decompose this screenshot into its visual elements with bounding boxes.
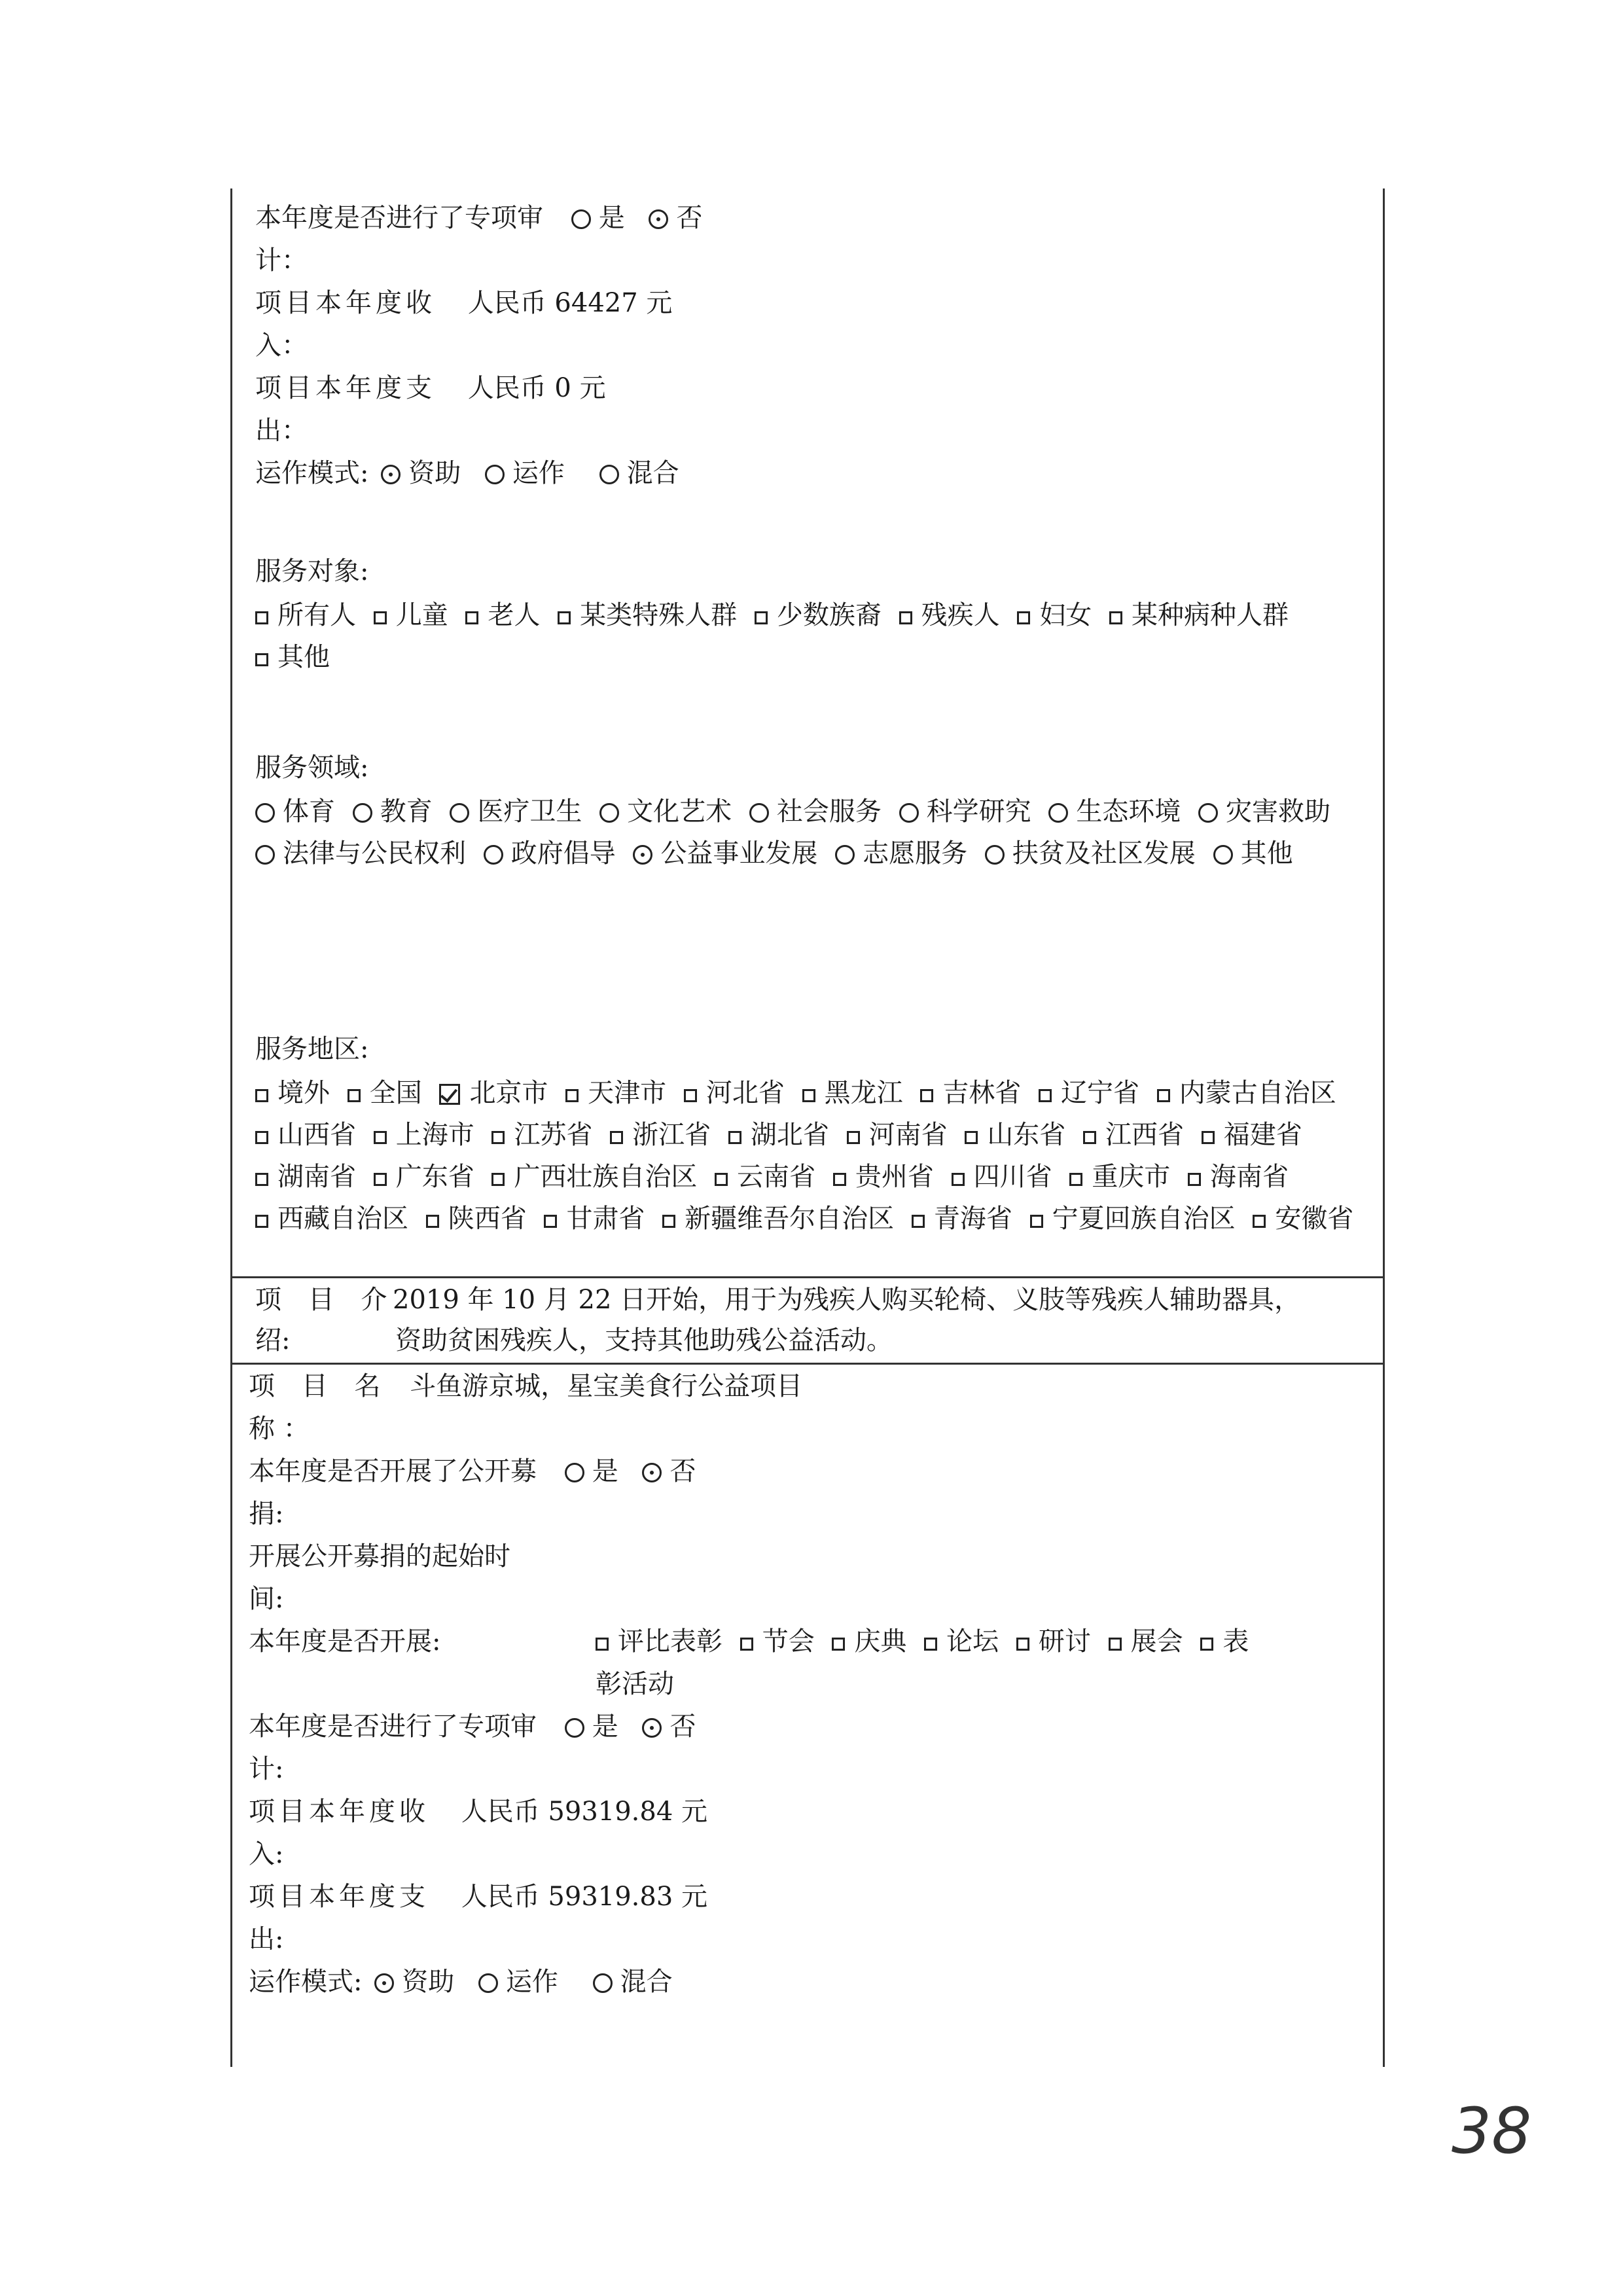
checkbox-icon[interactable] bbox=[912, 1215, 925, 1228]
audit-yes-radio[interactable] bbox=[571, 209, 591, 229]
fields-option[interactable] bbox=[599, 791, 732, 833]
regions-option-label: 河北省 bbox=[705, 1078, 785, 1108]
activities-option-label: 展会 bbox=[1130, 1626, 1183, 1657]
checkbox-icon[interactable] bbox=[1109, 611, 1122, 624]
checkbox-icon[interactable] bbox=[1039, 1089, 1052, 1102]
checkbox-icon[interactable] bbox=[439, 1084, 460, 1105]
expense-label-cont: 出： bbox=[255, 416, 308, 446]
fields-option[interactable] bbox=[1198, 791, 1330, 833]
checkbox-icon[interactable] bbox=[1188, 1173, 1201, 1186]
intro-row-1 bbox=[255, 1282, 396, 1318]
regions-option-label: 宁夏回族自治区 bbox=[1052, 1204, 1236, 1234]
checkbox-icon[interactable] bbox=[924, 1638, 937, 1651]
checkbox-icon[interactable] bbox=[715, 1173, 728, 1186]
p2-fundraise-yes-radio[interactable] bbox=[565, 1463, 584, 1482]
regions-option-label: 山东省 bbox=[987, 1120, 1066, 1150]
regions-option-label: 四川省 bbox=[973, 1162, 1052, 1192]
expense-row bbox=[255, 370, 606, 406]
p2-expense-label-cont: 出: bbox=[249, 1924, 284, 1954]
p2-activities-list bbox=[596, 1623, 1258, 1660]
regions-option-label: 黑龙江 bbox=[824, 1078, 903, 1108]
p2-mode-operate-label: 运作 bbox=[505, 1967, 558, 1997]
targets-option[interactable] bbox=[1109, 594, 1289, 636]
regions-option[interactable] bbox=[833, 1156, 934, 1198]
divider-project2-top bbox=[230, 1363, 1383, 1365]
fields-option-label: 法律与公民权利 bbox=[283, 838, 466, 869]
activities-option[interactable] bbox=[740, 1623, 815, 1660]
audit-label-cont: 计： bbox=[255, 245, 308, 276]
regions-option[interactable] bbox=[374, 1114, 474, 1156]
regions-option[interactable] bbox=[952, 1156, 1052, 1198]
regions-option-label: 湖北省 bbox=[750, 1120, 829, 1150]
regions-option[interactable] bbox=[1030, 1198, 1236, 1240]
regions-option[interactable] bbox=[610, 1114, 711, 1156]
radio-circle-icon[interactable] bbox=[599, 803, 619, 823]
regions-option-label: 全国 bbox=[369, 1078, 422, 1108]
mode-operate-radio[interactable] bbox=[485, 465, 505, 484]
p2-name-value: 斗鱼游京城，星宝美食行公益项目 bbox=[410, 1371, 803, 1401]
checkbox-icon[interactable] bbox=[1016, 1638, 1029, 1651]
regions-option[interactable] bbox=[426, 1198, 527, 1240]
checkbox-icon[interactable] bbox=[899, 611, 912, 624]
fields-option[interactable] bbox=[835, 833, 967, 874]
checkbox-icon[interactable] bbox=[1030, 1215, 1043, 1228]
targets-option-label: 其他 bbox=[277, 642, 330, 672]
checkbox-icon[interactable] bbox=[348, 1089, 361, 1102]
regions-option-label: 云南省 bbox=[737, 1162, 816, 1192]
regions-option-label: 山西省 bbox=[277, 1120, 356, 1150]
p2-start-label-cont: 间: bbox=[249, 1584, 284, 1614]
regions-option[interactable] bbox=[912, 1198, 1012, 1240]
mode-operate-label: 运作 bbox=[512, 458, 565, 488]
checkbox-icon[interactable] bbox=[1069, 1173, 1082, 1186]
activities-option[interactable] bbox=[924, 1623, 999, 1660]
p2-audit-yes-label: 是 bbox=[592, 1712, 618, 1742]
targets-option-label: 残疾人 bbox=[921, 600, 1000, 630]
checkbox-icon[interactable] bbox=[426, 1215, 439, 1228]
regions-option-label: 西藏自治区 bbox=[277, 1204, 408, 1234]
checkbox-icon[interactable] bbox=[847, 1131, 860, 1144]
checkbox-icon[interactable] bbox=[491, 1131, 505, 1144]
p2-mode-label: 运作模式: bbox=[249, 1967, 363, 1997]
p2-expense-label: 项目本年度支 bbox=[249, 1882, 429, 1912]
p2-mode-operate-radio[interactable] bbox=[478, 1973, 498, 1993]
fields-option-label: 医疗卫生 bbox=[477, 797, 582, 827]
audit-label: 本年度是否进行了专项审 bbox=[255, 203, 543, 233]
p2-mode-mixed-radio[interactable] bbox=[593, 1973, 613, 1993]
targets-option-label: 老人 bbox=[488, 600, 541, 630]
regions-option[interactable] bbox=[802, 1072, 903, 1114]
activities-option-label: 庆典 bbox=[854, 1626, 907, 1657]
p2-mode-mixed-label: 混合 bbox=[620, 1967, 673, 1997]
p2-audit-yes-radio[interactable] bbox=[565, 1718, 584, 1738]
regions-option-label: 青海省 bbox=[933, 1204, 1012, 1234]
p2-income-label: 项目本年度收 bbox=[249, 1797, 429, 1827]
checkbox-icon[interactable] bbox=[728, 1131, 741, 1144]
regions-option[interactable] bbox=[920, 1072, 1021, 1114]
radio-circle-icon[interactable] bbox=[835, 845, 855, 865]
p2-mode-row bbox=[249, 1964, 673, 2000]
activities-option-label: 节会 bbox=[762, 1626, 815, 1657]
regions-option-label: 甘肃省 bbox=[566, 1204, 645, 1234]
activities-option[interactable] bbox=[832, 1623, 906, 1660]
regions-option[interactable] bbox=[348, 1072, 422, 1114]
checkbox-icon[interactable] bbox=[1017, 611, 1030, 624]
fields-option-label: 社会服务 bbox=[776, 797, 882, 827]
regions-option[interactable] bbox=[728, 1114, 829, 1156]
mode-row bbox=[255, 455, 679, 492]
activities-option[interactable] bbox=[1200, 1623, 1249, 1660]
regions-option-label: 海南省 bbox=[1210, 1162, 1289, 1192]
fields-option[interactable] bbox=[484, 833, 616, 874]
regions-option[interactable] bbox=[965, 1114, 1065, 1156]
regions-option-label: 重庆市 bbox=[1092, 1162, 1171, 1192]
intro-text-1: 2019 年 10 月 22 日开始，用于为残疾人购买轮椅、义肢等残疾人辅助器具， bbox=[393, 1285, 1301, 1315]
p2-income-row bbox=[249, 1793, 707, 1830]
regions-option[interactable] bbox=[1039, 1072, 1139, 1114]
fields-option[interactable] bbox=[255, 791, 335, 833]
p2-name-row bbox=[249, 1368, 802, 1405]
checkbox-icon[interactable] bbox=[755, 611, 768, 624]
regions-option-label: 陕西省 bbox=[448, 1204, 527, 1234]
regions-option-label: 安徽省 bbox=[1275, 1204, 1354, 1234]
regions-option[interactable] bbox=[1069, 1156, 1170, 1198]
radio-circle-icon[interactable] bbox=[985, 845, 1005, 865]
fields-option[interactable] bbox=[633, 833, 817, 874]
fields-label: 服务领域: bbox=[255, 753, 369, 783]
targets-option-label: 妇女 bbox=[1039, 600, 1092, 630]
checkbox-icon[interactable] bbox=[952, 1173, 965, 1186]
checkbox-icon[interactable] bbox=[662, 1215, 675, 1228]
radio-circle-icon[interactable] bbox=[899, 803, 919, 823]
audit-yes-label: 是 bbox=[598, 203, 625, 233]
targets-option-label: 儿童 bbox=[395, 600, 448, 630]
checkbox-icon[interactable] bbox=[1109, 1638, 1122, 1651]
mode-mixed-label: 混合 bbox=[626, 458, 679, 488]
intro-text-2: 资助贫困残疾人，支持其他助残公益活动。 bbox=[395, 1325, 893, 1355]
checkbox-icon[interactable] bbox=[255, 611, 268, 624]
fields-option-label: 灾害救助 bbox=[1226, 797, 1331, 827]
checkbox-icon[interactable] bbox=[255, 1173, 268, 1186]
regions-option-label: 江苏省 bbox=[514, 1120, 593, 1150]
fields-option[interactable] bbox=[450, 791, 582, 833]
targets-option-label: 少数族裔 bbox=[776, 600, 882, 630]
regions-option[interactable] bbox=[439, 1072, 548, 1114]
activities-option-label: 表 bbox=[1222, 1626, 1249, 1657]
fields-option-label: 扶贫及社区发展 bbox=[1012, 838, 1196, 869]
intro-label-cont: 绍: bbox=[255, 1325, 291, 1355]
radio-circle-icon[interactable] bbox=[633, 845, 652, 865]
p2-audit-label-cont: 计: bbox=[249, 1754, 284, 1784]
fields-option-label: 文化艺术 bbox=[627, 797, 732, 827]
targets-option-label: 某种病种人群 bbox=[1132, 600, 1289, 630]
targets-option[interactable] bbox=[255, 594, 356, 636]
fields-option[interactable] bbox=[985, 833, 1196, 874]
p2-activities-cont: 彰活动 bbox=[596, 1669, 674, 1699]
p2-fundraise-no-label: 否 bbox=[669, 1456, 696, 1486]
targets-option[interactable] bbox=[899, 594, 1000, 636]
p2-fundraise-no-radio[interactable] bbox=[642, 1463, 662, 1482]
checkbox-icon[interactable] bbox=[374, 1173, 387, 1186]
regions-option[interactable] bbox=[1202, 1114, 1302, 1156]
checkbox-icon[interactable] bbox=[544, 1215, 557, 1228]
p2-audit-no-radio[interactable] bbox=[642, 1718, 662, 1738]
checkbox-icon[interactable] bbox=[596, 1638, 609, 1651]
fields-option-label: 生态环境 bbox=[1076, 797, 1181, 827]
checkbox-icon[interactable] bbox=[610, 1131, 623, 1144]
regions-option[interactable] bbox=[1188, 1156, 1289, 1198]
page-number: 38 bbox=[1452, 2094, 1532, 2168]
fields-option[interactable] bbox=[1048, 791, 1181, 833]
radio-circle-icon[interactable] bbox=[255, 845, 275, 865]
expense-label: 项目本年度支 bbox=[255, 373, 436, 403]
regions-option[interactable] bbox=[715, 1156, 815, 1198]
audit-row-1 bbox=[255, 200, 702, 236]
regions-option[interactable] bbox=[1083, 1114, 1184, 1156]
regions-option[interactable] bbox=[491, 1114, 592, 1156]
p2-fundraise-label: 本年度是否开展了公开募 bbox=[249, 1456, 537, 1486]
regions-option-label: 北京市 bbox=[469, 1078, 548, 1108]
radio-circle-icon[interactable] bbox=[749, 803, 769, 823]
fields-option[interactable] bbox=[899, 791, 1031, 833]
regions-option[interactable] bbox=[491, 1156, 697, 1198]
regions-option[interactable] bbox=[255, 1114, 356, 1156]
targets-option[interactable] bbox=[374, 594, 448, 636]
fields-option-label: 科学研究 bbox=[926, 797, 1031, 827]
regions-option-label: 广东省 bbox=[395, 1162, 474, 1192]
radio-circle-icon[interactable] bbox=[255, 803, 275, 823]
p2-expense-row bbox=[249, 1878, 707, 1915]
fields-option[interactable] bbox=[353, 791, 433, 833]
income-row bbox=[255, 285, 672, 321]
radio-circle-icon[interactable] bbox=[1198, 803, 1218, 823]
activities-option-label: 论坛 bbox=[946, 1626, 999, 1657]
mode-grant-label: 资助 bbox=[408, 458, 461, 488]
fields-option-label: 志愿服务 bbox=[863, 838, 968, 869]
checkbox-icon[interactable] bbox=[1200, 1638, 1213, 1651]
regions-option[interactable] bbox=[255, 1072, 330, 1114]
activities-option[interactable] bbox=[596, 1623, 722, 1660]
p2-income-value: 人民币 59319.84 元 bbox=[461, 1797, 708, 1827]
expense-value: 人民币 0 元 bbox=[467, 373, 606, 403]
activities-option[interactable] bbox=[1109, 1623, 1183, 1660]
p2-mode-grant-label: 资助 bbox=[402, 1967, 455, 1997]
checkbox-icon[interactable] bbox=[920, 1089, 933, 1102]
p2-audit-no-label: 否 bbox=[669, 1712, 696, 1742]
targets-option[interactable] bbox=[255, 636, 330, 678]
targets-option-label: 某类特殊人群 bbox=[580, 600, 738, 630]
regions-option-label: 境外 bbox=[277, 1078, 330, 1108]
regions-option-label: 天津市 bbox=[588, 1078, 667, 1108]
targets-label: 服务对象: bbox=[255, 556, 369, 586]
p2-expense-value: 人民币 59319.83 元 bbox=[461, 1882, 708, 1912]
checkbox-icon[interactable] bbox=[833, 1173, 846, 1186]
radio-circle-icon[interactable] bbox=[1213, 845, 1233, 865]
checkbox-icon[interactable] bbox=[558, 611, 571, 624]
checkbox-icon[interactable] bbox=[255, 1215, 268, 1228]
checkbox-icon[interactable] bbox=[832, 1638, 845, 1651]
divider-intro-top bbox=[230, 1276, 1383, 1278]
p2-fundraise-row bbox=[249, 1453, 696, 1490]
fields-list bbox=[255, 791, 1378, 874]
checkbox-icon[interactable] bbox=[802, 1089, 815, 1102]
regions-option[interactable] bbox=[662, 1198, 894, 1240]
regions-option[interactable] bbox=[684, 1072, 785, 1114]
regions-label: 服务地区: bbox=[255, 1034, 369, 1064]
fields-option-label: 公益事业发展 bbox=[660, 838, 818, 869]
checkbox-icon[interactable] bbox=[684, 1089, 697, 1102]
p2-activity-label: 本年度是否开展: bbox=[249, 1626, 441, 1657]
fields-option-label: 政府倡导 bbox=[510, 838, 616, 869]
p2-name-label: 项 目 名 bbox=[249, 1371, 390, 1401]
intro-label: 项 目 介 bbox=[255, 1285, 397, 1315]
regions-option-label: 吉林省 bbox=[942, 1078, 1022, 1108]
regions-option[interactable] bbox=[1157, 1072, 1336, 1114]
regions-option-label: 上海市 bbox=[395, 1120, 474, 1150]
audit-no-label: 否 bbox=[676, 203, 703, 233]
radio-circle-icon[interactable] bbox=[353, 803, 372, 823]
audit-no-radio[interactable] bbox=[649, 209, 668, 229]
radio-circle-icon[interactable] bbox=[484, 845, 503, 865]
regions-option-label: 内蒙古自治区 bbox=[1179, 1078, 1336, 1108]
checkbox-icon[interactable] bbox=[255, 1131, 268, 1144]
fields-option-label: 体育 bbox=[283, 797, 335, 827]
targets-option[interactable] bbox=[465, 594, 540, 636]
mode-mixed-radio[interactable] bbox=[599, 465, 619, 484]
mode-label: 运作模式: bbox=[255, 458, 369, 488]
fields-option-label: 其他 bbox=[1240, 838, 1293, 869]
activities-option[interactable] bbox=[1016, 1623, 1091, 1660]
mode-grant-radio[interactable] bbox=[381, 465, 401, 484]
targets-option[interactable] bbox=[558, 594, 737, 636]
checkbox-icon[interactable] bbox=[491, 1173, 505, 1186]
regions-option-label: 贵州省 bbox=[855, 1162, 934, 1192]
p2-name-label-cont: 称 ： bbox=[249, 1414, 310, 1444]
regions-option[interactable] bbox=[255, 1198, 408, 1240]
checkbox-icon[interactable] bbox=[255, 1089, 268, 1102]
p2-fundraise-label-cont: 捐: bbox=[249, 1499, 284, 1529]
p2-start-label: 开展公开募捐的起始时 bbox=[249, 1541, 510, 1571]
regions-option-label: 浙江省 bbox=[632, 1120, 711, 1150]
p2-mode-grant-radio[interactable] bbox=[374, 1973, 394, 1993]
regions-option-label: 湖南省 bbox=[277, 1162, 356, 1192]
radio-circle-icon[interactable] bbox=[450, 803, 469, 823]
targets-option[interactable] bbox=[1017, 594, 1092, 636]
p2-income-label-cont: 入: bbox=[249, 1839, 284, 1869]
income-value: 人民币 64427 元 bbox=[467, 288, 673, 318]
fields-option[interactable] bbox=[749, 791, 882, 833]
regions-option-label: 辽宁省 bbox=[1061, 1078, 1140, 1108]
regions-option[interactable] bbox=[1253, 1198, 1353, 1240]
activities-option-label: 研讨 bbox=[1038, 1626, 1091, 1657]
activities-option-label: 评比表彰 bbox=[618, 1626, 722, 1657]
regions-option-label: 河南省 bbox=[868, 1120, 948, 1150]
targets-list bbox=[255, 594, 1374, 678]
regions-option[interactable] bbox=[565, 1072, 666, 1114]
checkbox-icon[interactable] bbox=[565, 1089, 579, 1102]
checkbox-icon[interactable] bbox=[1253, 1215, 1266, 1228]
checkbox-icon[interactable] bbox=[465, 611, 478, 624]
fields-option[interactable] bbox=[1213, 833, 1293, 874]
checkbox-icon[interactable] bbox=[965, 1131, 978, 1144]
regions-option-label: 广西壮族自治区 bbox=[514, 1162, 698, 1192]
income-label: 项目本年度收 bbox=[255, 288, 436, 318]
fields-option-label: 教育 bbox=[380, 797, 433, 827]
regions-list bbox=[255, 1072, 1378, 1240]
checkbox-icon[interactable] bbox=[1202, 1131, 1215, 1144]
checkbox-icon[interactable] bbox=[740, 1638, 753, 1651]
checkbox-icon[interactable] bbox=[1157, 1089, 1170, 1102]
checkbox-icon[interactable] bbox=[255, 653, 268, 666]
p2-fundraise-yes-label: 是 bbox=[592, 1456, 618, 1486]
radio-circle-icon[interactable] bbox=[1048, 803, 1068, 823]
checkbox-icon[interactable] bbox=[374, 611, 387, 624]
regions-option[interactable] bbox=[544, 1198, 645, 1240]
regions-option-label: 江西省 bbox=[1105, 1120, 1185, 1150]
p2-audit-label: 本年度是否进行了专项审 bbox=[249, 1712, 537, 1742]
fields-option[interactable] bbox=[255, 833, 466, 874]
checkbox-icon[interactable] bbox=[1083, 1131, 1096, 1144]
regions-option-label: 新疆维吾尔自治区 bbox=[685, 1204, 895, 1234]
income-label-cont: 入： bbox=[255, 331, 308, 361]
regions-option[interactable] bbox=[374, 1156, 474, 1198]
p2-audit-row bbox=[249, 1708, 696, 1745]
regions-option[interactable] bbox=[847, 1114, 948, 1156]
checkbox-icon[interactable] bbox=[374, 1131, 387, 1144]
targets-option[interactable] bbox=[755, 594, 882, 636]
targets-option-label: 所有人 bbox=[277, 600, 356, 630]
regions-option-label: 福建省 bbox=[1223, 1120, 1302, 1150]
regions-option[interactable] bbox=[255, 1156, 356, 1198]
